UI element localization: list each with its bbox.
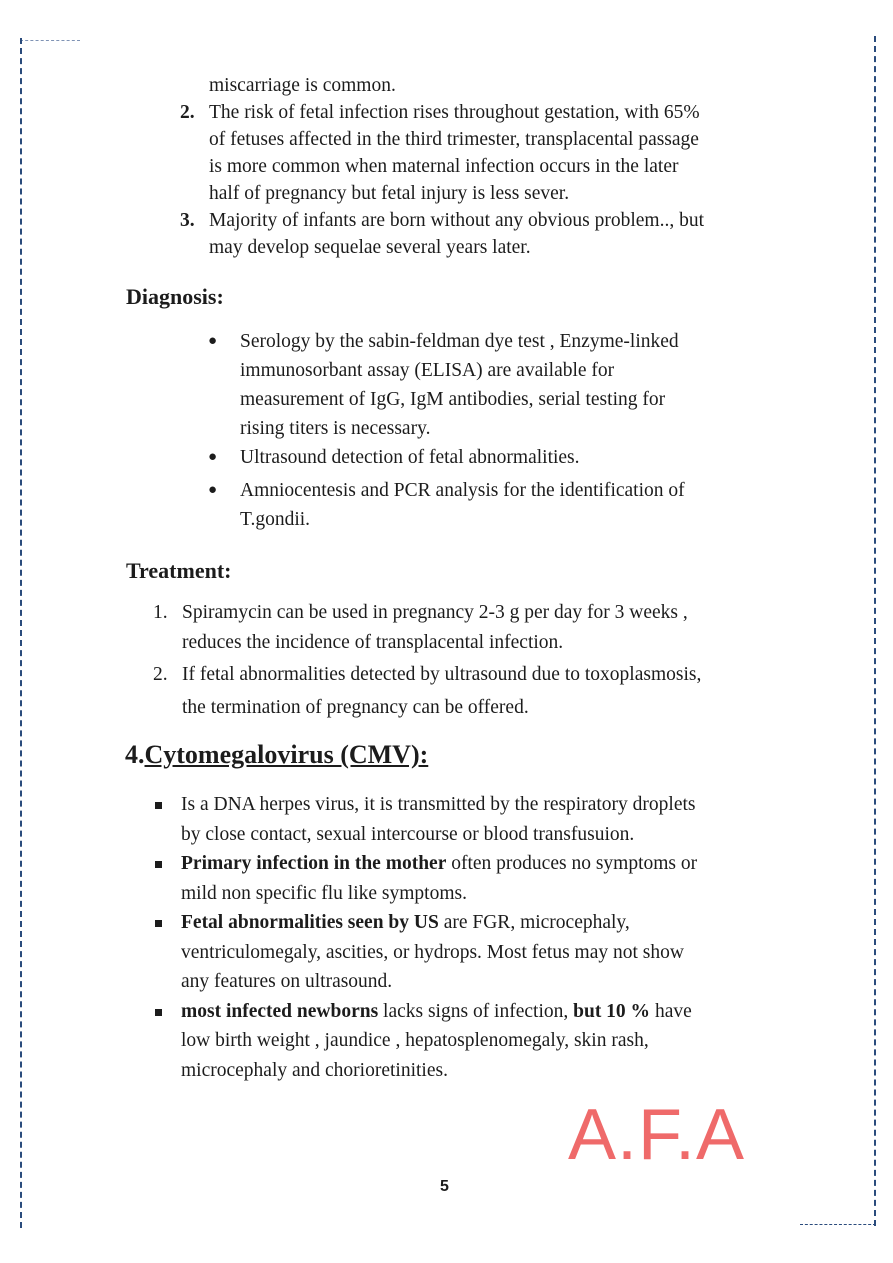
text-line: Amniocentesis and PCR analysis for the identification of xyxy=(240,480,685,501)
list-number: 2. xyxy=(153,664,168,685)
list-item xyxy=(153,849,793,908)
cmv-list xyxy=(153,790,793,1085)
list-number: 2. xyxy=(180,102,195,123)
text-line xyxy=(181,997,793,1027)
list-item xyxy=(180,207,780,261)
treatment-heading: Treatment: xyxy=(126,558,232,583)
heading-number: 4. xyxy=(125,740,145,769)
list-item xyxy=(206,443,766,472)
heading-title: Cytomegalovirus (CMV): xyxy=(144,740,429,769)
text-line: half of pregnancy but fetal injury is less sever. xyxy=(209,183,570,204)
list-item-text xyxy=(181,790,793,849)
bold-text: most infected newborns xyxy=(181,1000,379,1022)
list-item-text xyxy=(240,327,766,443)
square-bullet-icon xyxy=(153,908,181,997)
list-item-text xyxy=(209,99,780,207)
diagnosis-list xyxy=(206,327,766,534)
list-item-text xyxy=(209,207,780,261)
text-line: Serology by the sabin-feldman dye test , Enzyme-linked xyxy=(240,331,679,352)
text-line xyxy=(181,790,793,820)
text-line: by close contact, sexual intercourse or blood transfusuion. xyxy=(181,823,635,845)
bold-text: Fetal abnormalities seen by US xyxy=(181,912,439,933)
text-span: Is a DNA herpes virus, it is transmitted by the respiratory droplets xyxy=(181,794,696,815)
text-line xyxy=(181,849,793,879)
bold-text: but 10 % xyxy=(568,1000,651,1022)
list-item-text xyxy=(181,849,793,908)
list-item xyxy=(180,99,780,207)
list-item xyxy=(153,790,793,849)
list-item-text xyxy=(181,908,793,997)
list-item xyxy=(153,908,793,997)
text-line: of fetuses affected in the third trimester, transplacental passage xyxy=(209,129,699,150)
bullet-icon: ● xyxy=(208,482,218,498)
text-line: may develop sequelae several years later. xyxy=(209,237,531,258)
bullet-icon: ● xyxy=(208,333,218,349)
text-line: is more common when maternal infection occurs in the later xyxy=(209,156,679,177)
page-border-right xyxy=(874,36,876,1226)
text-line: rising titers is necessary. xyxy=(240,418,431,439)
square-bullet-icon xyxy=(153,997,181,1086)
text-line: immunosorbant assay (ELISA) are available for xyxy=(240,360,615,381)
text-line: The risk of fetal infection rises throughout gestation, with 65% xyxy=(209,102,700,123)
list-item xyxy=(153,660,793,723)
list-item-text xyxy=(240,443,766,472)
text-span: are FGR, microcephaly, xyxy=(438,912,630,933)
list-item-text xyxy=(182,598,793,658)
text-line: mild non specific flu like symptoms. xyxy=(181,882,467,904)
bullet-icon: ● xyxy=(208,449,218,465)
list-item-text xyxy=(181,997,793,1086)
diagnosis-heading: Diagnosis: xyxy=(126,284,224,309)
top-numbered-list xyxy=(180,72,780,261)
list-number: 1. xyxy=(153,602,168,623)
text-line: ventriculomegaly, ascities, or hydrops. Most fetus may not show xyxy=(181,941,684,963)
page-border-left xyxy=(20,38,22,1228)
text-line: the termination of pregnancy can be offered. xyxy=(182,697,529,718)
text-line xyxy=(181,908,793,938)
text-line: reduces the incidence of transplacental infection. xyxy=(182,632,564,653)
page-border-top xyxy=(20,40,80,41)
text-line: any features on ultrasound. xyxy=(181,971,393,992)
cmv-heading xyxy=(125,740,428,770)
text-span: often produces no symptoms or xyxy=(446,853,698,874)
page-number: 5 xyxy=(440,1178,449,1195)
text-line: T.gondii. xyxy=(240,509,311,530)
list-continued-line: miscarriage is common. xyxy=(209,75,396,96)
text-line: Majority of infants are born without any obvious problem.., but xyxy=(209,210,705,231)
bold-text: Primary infection in the mother xyxy=(181,853,447,874)
text-line: low birth weight , jaundice , hepatosplenomegaly, skin rash, xyxy=(181,1030,649,1051)
watermark-text: A.F.A xyxy=(568,1095,746,1175)
text-line: If fetal abnormalities detected by ultrasound due to toxoplasmosis, xyxy=(182,664,702,685)
list-item-text xyxy=(240,476,766,534)
text-span: lacks signs of infection, xyxy=(378,1000,569,1022)
text-line: Ultrasound detection of fetal abnormalities. xyxy=(240,447,580,468)
text-span: have xyxy=(650,1000,692,1022)
list-item xyxy=(153,598,793,658)
list-item xyxy=(206,327,766,443)
square-bullet-icon xyxy=(153,790,181,849)
page-border-bottom xyxy=(800,1224,876,1225)
text-line: microcephaly and chorioretinities. xyxy=(181,1059,448,1081)
list-number: 3. xyxy=(180,210,195,231)
text-line: measurement of IgG, IgM antibodies, serial testing for xyxy=(240,389,666,410)
treatment-list xyxy=(153,598,793,723)
list-item xyxy=(153,997,793,1086)
square-bullet-icon xyxy=(153,849,181,908)
list-item-text xyxy=(182,660,793,723)
text-line: Spiramycin can be used in pregnancy 2-3 g per day for 3 weeks , xyxy=(182,602,688,623)
list-item xyxy=(206,476,766,534)
